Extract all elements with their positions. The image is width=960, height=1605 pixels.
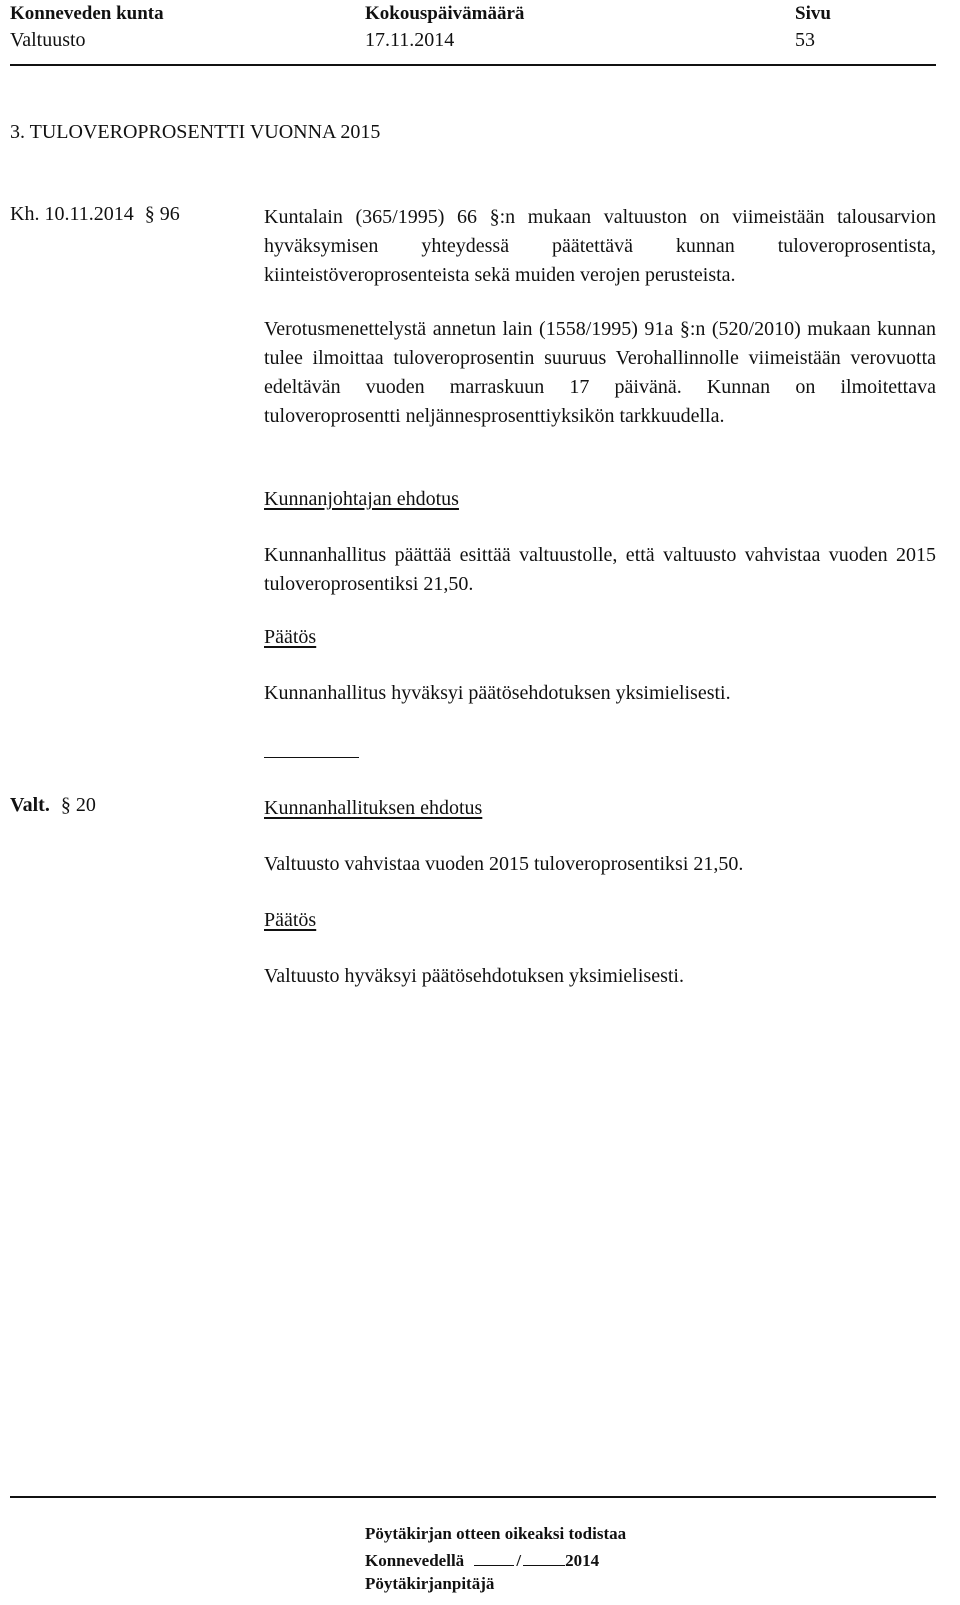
page-number: 53: [795, 29, 815, 51]
section-sign: §: [60, 794, 71, 816]
org-value: Valtuusto: [10, 29, 86, 51]
kh-decision-heading: Päätös: [264, 626, 317, 648]
kunnanhallituksen-ehdotus-heading: Kunnanhallituksen ehdotus: [264, 797, 483, 819]
valt-decision-heading: Päätös: [264, 909, 317, 931]
org-label: Konneveden kunta: [10, 3, 164, 24]
kh-reference: [10, 203, 180, 226]
header-rule: [10, 64, 936, 66]
date-slash: /: [516, 1551, 522, 1570]
date-value: 17.11.2014: [365, 29, 455, 51]
kh-proposal-text: Kunnanhallitus päättää esittää valtuustolle, että valtuusto vahvistaa vuoden 2015 tuloveroprosentiksi 21,50.: [264, 544, 936, 595]
section-number: 96: [159, 203, 180, 225]
kh-paragraph-1: Kuntalain (365/1995) 66 §:n mukaan valtuuston on viimeistään talousarvion hyväksymisen yhteydessä päätettävä kunnan tuloveroprosentista, kiinteistöveroprosenteista sekä muiden verojen perusteista.: [264, 206, 936, 286]
valt-reference: [10, 794, 96, 817]
kunnanjohtajan-ehdotus-heading: Kunnanjohtajan ehdotus: [264, 488, 459, 510]
month-blank: [523, 1549, 565, 1566]
section-number: 20: [75, 794, 96, 816]
valt-decision-text: Valtuusto hyväksyi päätösehdotuksen yksimielisesti.: [264, 965, 684, 987]
day-blank: [474, 1549, 514, 1566]
valt-proposal-text: Valtuusto vahvistaa vuoden 2015 tuloveroprosentiksi 21,50.: [264, 853, 744, 875]
kh-paragraph-2: Verotusmenettelystä annetun lain (1558/1995) 91a §:n (520/2010) mukaan kunnan tulee ilmoittaa tuloveroprosentin suuruus Verohallinnolle viimeistään verovuotta edeltävän vuoden marraskuun 17 päivänä. Kunnan on ilmoitettava tuloveroprosentti neljännesprosenttiyksikön tarkkuudella.: [264, 318, 936, 427]
kh-ref: Kh. 10.11.2014: [10, 203, 134, 225]
footer-year: 2014: [565, 1551, 600, 1570]
certification-line: Pöytäkirjan otteen oikeaksi todistaa: [365, 1524, 627, 1543]
footer-rule: [10, 1496, 936, 1498]
place-date-line: [365, 1549, 599, 1571]
page-label: Sivu: [795, 3, 831, 24]
date-label: Kokouspäivämäärä: [365, 3, 525, 24]
place-name: Konnevedellä: [365, 1551, 465, 1570]
valt-ref: Valt.: [10, 794, 50, 816]
section-sign: §: [144, 203, 155, 225]
secretary-label: Pöytäkirjanpitäjä: [365, 1574, 495, 1593]
section-separator: [264, 757, 359, 758]
page-title: 3. TULOVEROPROSENTTI VUONNA 2015: [10, 121, 381, 143]
kh-decision-text: Kunnanhallitus hyväksyi päätösehdotuksen yksimielisesti.: [264, 682, 731, 704]
